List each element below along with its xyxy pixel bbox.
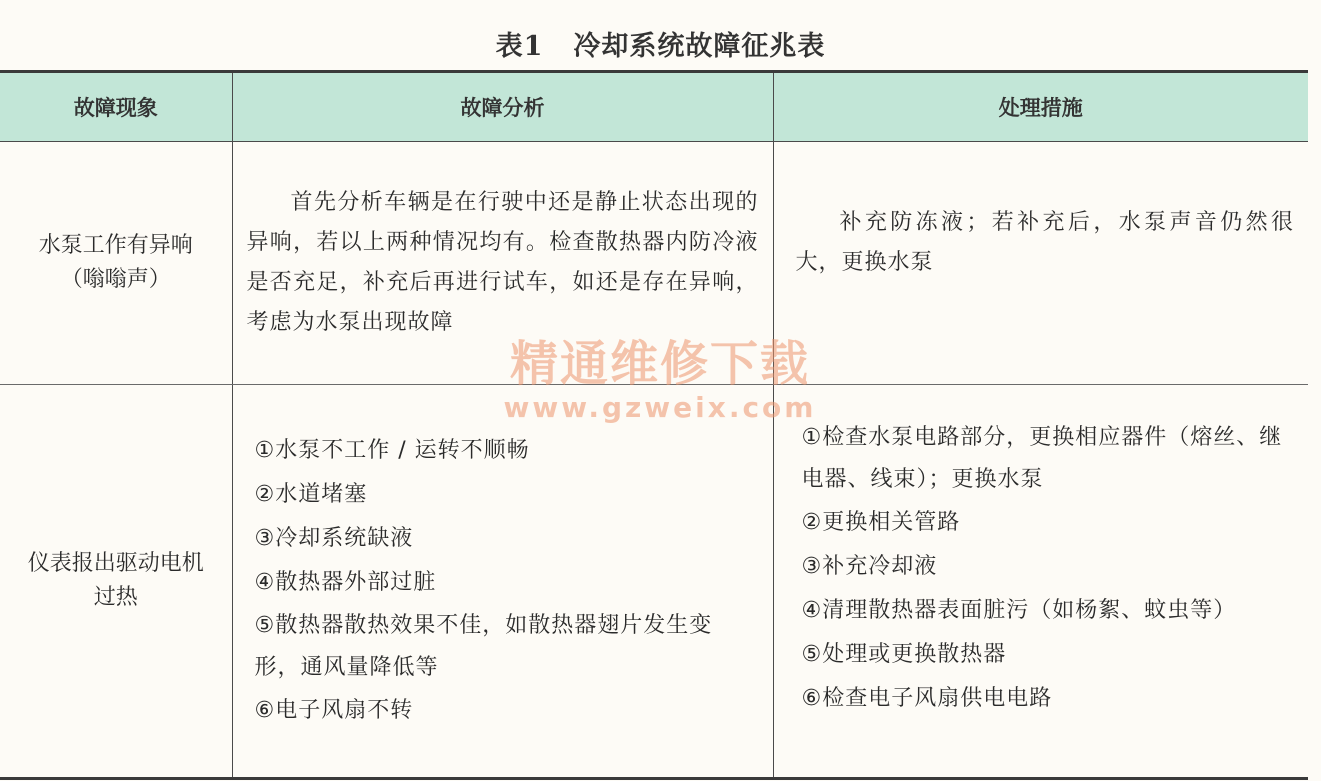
analysis-item: ①水泵不工作 / 运转不顺畅 — [254, 438, 530, 463]
watermark-url: www.gzweix.com — [503, 391, 817, 424]
analysis-item: ④散热器外部过脏 — [254, 570, 437, 595]
watermark-title: 精通维修下载 — [509, 336, 810, 392]
analysis-item: ③冷却系统缺液 — [254, 526, 414, 551]
measure-item: ⑥检查电子风扇供电电路 — [801, 686, 1053, 711]
phenomenon-text: 水泵工作有异响（嗡嗡声） — [38, 233, 193, 292]
analysis-text: 首先分析车辆是在行驶中还是静止状态出现的异响，若以上两种情况均有。检查散热器内防冷液是否充足，补充后再进行试车，如还是存在异响，考虑为水泵出现故障 — [246, 190, 759, 335]
header-measures: 处理措施 — [773, 72, 1308, 142]
measure-item: ④清理散热器表面脏污（如杨絮、蚊虫等） — [801, 598, 1237, 623]
cell-analysis — [232, 142, 773, 385]
table-row — [0, 142, 1308, 385]
analysis-item: ⑥电子风扇不转 — [254, 698, 414, 723]
measure-item: ②更换相关管路 — [801, 510, 961, 535]
measure-item: ①检查水泵电路部分，更换相应器件（熔丝、继电器、线束）；更换水泵 — [801, 425, 1283, 492]
table-row — [0, 385, 1308, 779]
table-number: 表1 — [495, 31, 544, 62]
table-caption: 冷却系统故障征兆表 — [573, 31, 826, 62]
measures-list — [774, 417, 1309, 721]
analysis-item: ②水道堵塞 — [254, 482, 368, 507]
fault-symptom-table — [0, 70, 1308, 780]
table-header-row — [0, 72, 1308, 142]
header-analysis: 故障分析 — [232, 72, 773, 142]
analysis-item: ⑤散热器散热效果不佳，如散热器翅片发生变形，通风量降低等 — [254, 613, 713, 680]
table-title — [0, 24, 1321, 63]
analysis-list — [233, 429, 773, 733]
cell-phenomenon — [0, 385, 232, 779]
cell-phenomenon — [0, 142, 232, 385]
cell-measures — [773, 142, 1308, 385]
phenomenon-text: 仪表报出驱动电机过热 — [27, 551, 204, 610]
cell-analysis — [232, 385, 773, 779]
cell-measures — [773, 385, 1308, 779]
measure-item: ⑤处理或更换散热器 — [801, 642, 1007, 667]
header-phenomenon: 故障现象 — [0, 72, 232, 142]
measures-text: 补充防冻液；若补充后，水泵声音仍然很大，更换水泵 — [795, 210, 1294, 275]
measure-item: ③补充冷却液 — [801, 554, 938, 579]
